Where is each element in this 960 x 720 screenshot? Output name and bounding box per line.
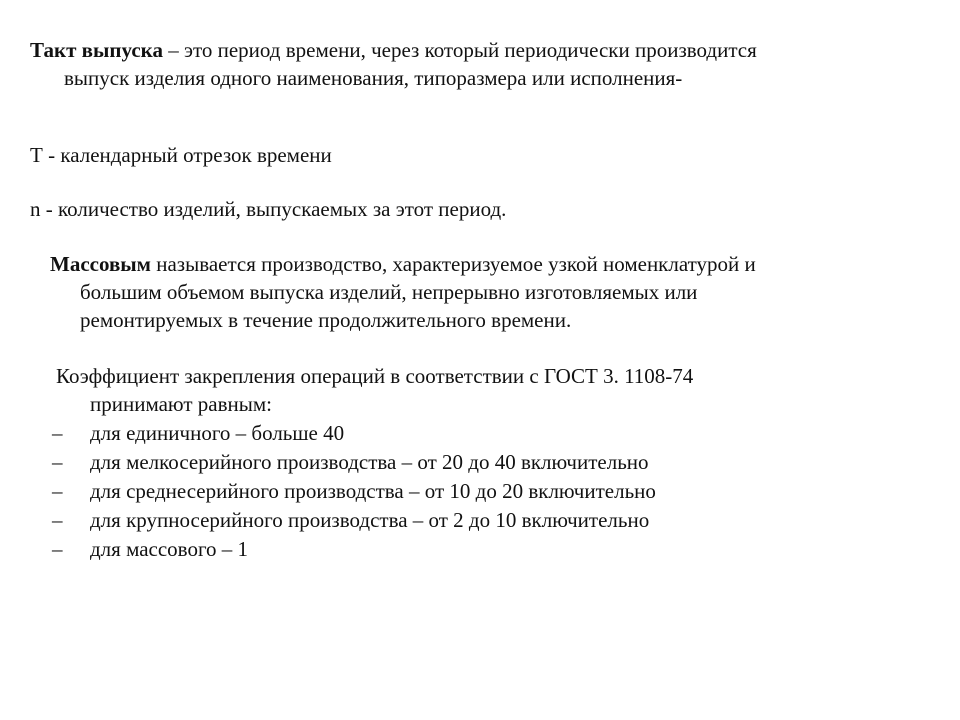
list-bullet: – [52,479,63,503]
list-bullet: – [52,450,63,474]
coef-line-1: Коэффициент закрепления операций в соответствии с ГОСТ 3. 1108-74 [56,364,694,388]
takt-term: Такт выпуска [30,38,163,62]
takt-line-2: выпуск изделия одного наименования, типоразмера или исполнения- [64,66,683,90]
takt-definition [30,36,757,92]
takt-line-1 [30,36,757,64]
t-definition: Т - календарный отрезок времени [30,143,332,167]
mass-line-2: большим объемом выпуска изделий, непрерывно изготовляемых или [80,280,698,304]
list-item-text: для мелкосерийного производства – от 20 до 40 включительно [90,450,649,474]
mass-line-1-rest: называется производство, характеризуемое узкой номенклатурой и [150,252,756,276]
mass-term: Массовым [50,252,151,276]
list-item-text: для крупносерийного производства – от 2 до 10 включительно [90,508,650,532]
mass-production-definition [50,250,756,334]
takt-line-1-rest: – это период времени, через который периодически производится [162,38,757,62]
list-item-text: для среднесерийного производства – от 10 до 20 включительно [90,479,656,503]
coef-line-2: принимают равным: [90,392,272,416]
list-bullet: – [52,537,63,561]
list-bullet: – [52,508,63,532]
list-item-text: для единичного – больше 40 [90,421,345,445]
mass-line-3: ремонтируемых в течение продолжительного времени. [80,308,572,332]
coefficient-paragraph [56,362,693,418]
mass-line-1 [50,250,756,278]
list-bullet: – [52,421,63,445]
list-item-text: для массового – 1 [90,537,249,561]
n-definition: n - количество изделий, выпускаемых за этот период. [30,197,507,221]
